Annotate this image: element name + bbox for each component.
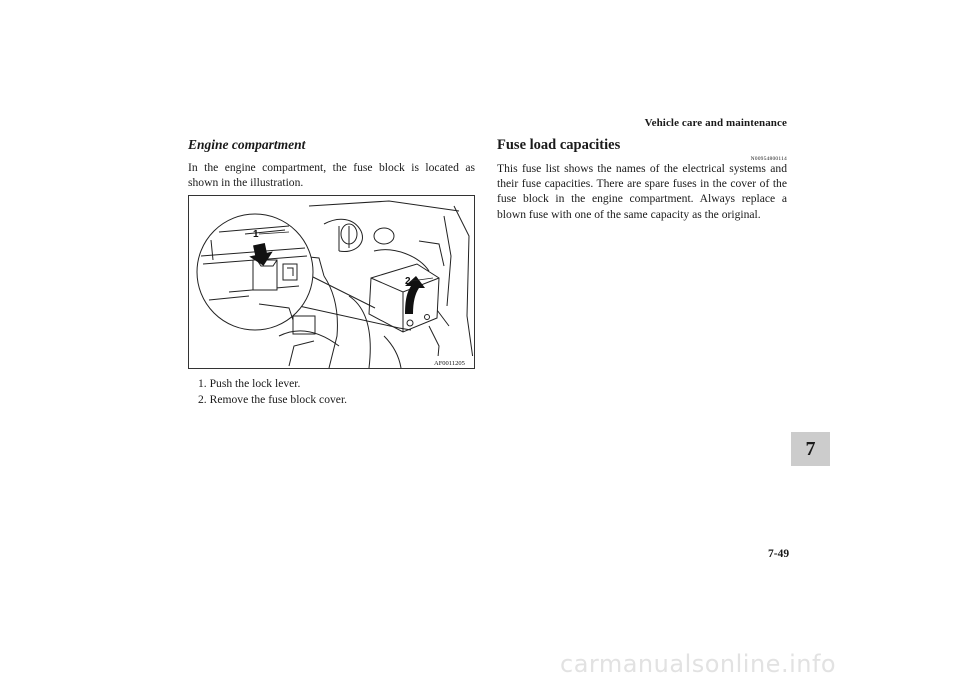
caption-item: 2. Remove the fuse block cover. (198, 392, 348, 406)
reference-code: N00954800114 (750, 156, 787, 162)
chapter-tab: 7 (791, 432, 830, 466)
callout-1: 1 (253, 229, 259, 240)
figure-caption-list (198, 376, 347, 407)
watermark: carmanualsonline.info (560, 650, 837, 678)
section-heading-engine-compartment: Engine compartment (188, 137, 306, 152)
fuse-block-illustration (188, 195, 475, 369)
caption-item: 1. Push the lock lever. (198, 377, 301, 390)
fuse-load-paragraph: This fuse list shows the names of the electrical systems and their fuse capacities. There are spare fuses in the cover of the fuse block in the engine compartment. Always replace a blown fuse with one of the same capacity as the original. (497, 162, 787, 221)
fuse-block-drawing (189, 196, 475, 369)
callout-2: 2 (405, 276, 411, 287)
section-heading-fuse-load-capacities: Fuse load capacities (497, 137, 621, 153)
section-header: Vehicle care and maintenance (644, 117, 787, 129)
figure-code: AF0011205 (434, 360, 465, 367)
page-number: 7-49 (768, 548, 790, 560)
engine-compartment-paragraph: In the engine compartment, the fuse block is located as shown in the illustration. (188, 161, 475, 190)
